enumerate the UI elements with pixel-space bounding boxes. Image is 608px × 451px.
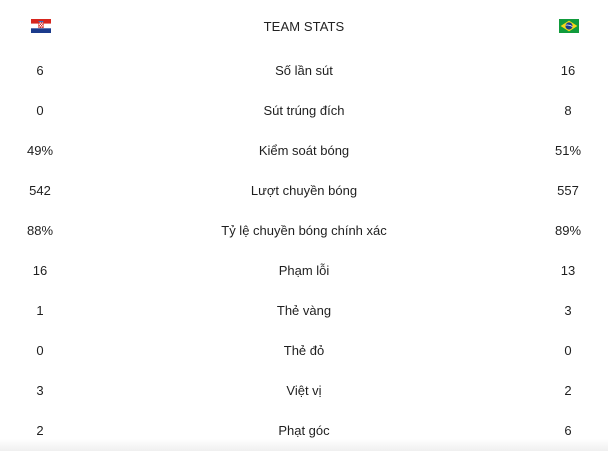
away-value: 0: [564, 343, 572, 358]
bottom-fade: [0, 439, 608, 451]
stat-label: Kiểm soát bóng: [258, 143, 350, 158]
home-value: 88%: [26, 223, 54, 238]
stat-label: Phạt góc: [278, 423, 330, 438]
away-value: 51%: [554, 143, 582, 158]
stat-row-possession: [0, 131, 608, 171]
away-value: 6: [564, 423, 572, 438]
brazil-flag-icon: [559, 16, 579, 36]
away-value: 13: [560, 263, 576, 278]
stat-row-shots-on-target: [0, 91, 608, 131]
home-value: 1: [36, 303, 44, 318]
stat-row-passes: [0, 171, 608, 211]
home-value: 542: [29, 183, 51, 198]
stats-header: [0, 8, 608, 46]
stat-row-fouls: [0, 251, 608, 291]
away-value: 2: [564, 383, 572, 398]
stat-row-offsides: [0, 371, 608, 411]
home-value: 6: [36, 63, 44, 78]
home-value: 0: [36, 343, 44, 358]
stat-row-red-cards: [0, 331, 608, 371]
away-value: 3: [564, 303, 572, 318]
home-value: 49%: [26, 143, 54, 158]
home-value: 2: [36, 423, 44, 438]
home-value: 3: [36, 383, 44, 398]
away-value: 557: [557, 183, 579, 198]
stat-row-yellow-cards: [0, 291, 608, 331]
stat-label: Thẻ đỏ: [283, 343, 325, 358]
home-value: 16: [32, 263, 48, 278]
stat-row-shots: [0, 51, 608, 91]
away-value: 16: [560, 63, 576, 78]
away-value: 8: [564, 103, 572, 118]
stat-label: Việt vị: [286, 383, 322, 398]
stats-table: [0, 51, 608, 451]
stat-row-pass-accuracy: [0, 211, 608, 251]
away-value: 89%: [554, 223, 582, 238]
stat-label: Sút trúng đích: [263, 103, 345, 118]
stat-label: Số lần sút: [275, 63, 333, 78]
stat-label: Thẻ vàng: [276, 303, 332, 318]
page-title: TEAM STATS: [263, 19, 345, 34]
stat-label: Lượt chuyền bóng: [250, 183, 358, 198]
stat-label: Phạm lỗi: [278, 263, 330, 278]
home-value: 0: [36, 103, 44, 118]
stat-label: Tỷ lệ chuyền bóng chính xác: [221, 223, 387, 238]
